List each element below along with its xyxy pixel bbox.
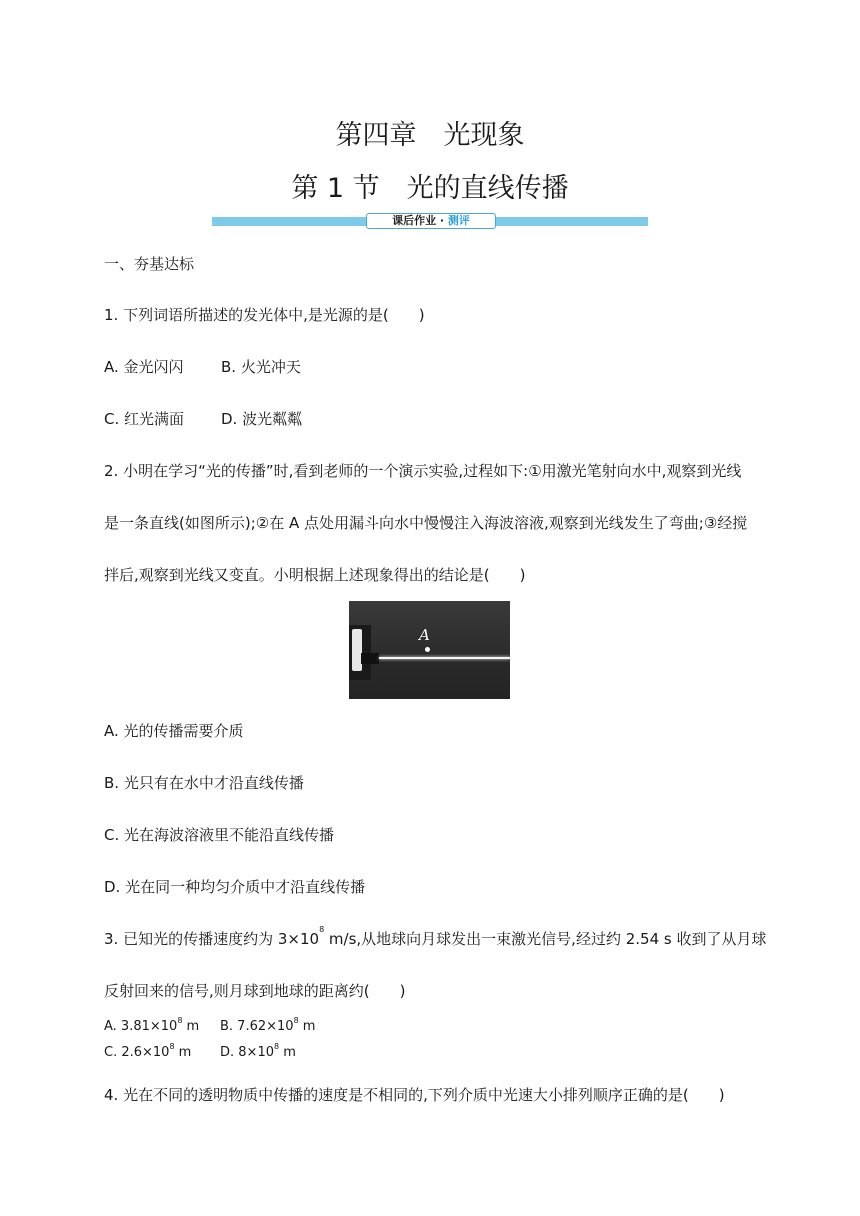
section-heading: 一、夯基达标 — [104, 255, 195, 273]
q3-option-b: B. $7.62\times 10^8$ m — [220, 1016, 316, 1034]
point-a-label: A — [419, 626, 430, 644]
q2-option-d: D. 光在同一种均匀介质中才沿直线传播 — [104, 878, 366, 896]
laser-experiment-photo — [349, 601, 510, 699]
q4-stem: 4. 光在不同的透明物质中传播的速度是不相同的,下列介质中光速大小排列顺序正确的是( ) — [104, 1086, 725, 1104]
section-title: 第 1 节 光的直线传播 — [291, 173, 569, 204]
point-a-marker — [425, 647, 430, 652]
q2-stem-line1: 2. 小明在学习“光的传播”时,看到老师的一个演示实验,过程如下:①用激光笔射向水中,观察到光线 — [104, 462, 742, 480]
q2-option-b: B. 光只有在水中才沿直线传播 — [104, 774, 304, 792]
q3-option-a: A. $3.81\times 10^8$ m — [104, 1016, 200, 1034]
q1-option-b: B. 火光冲天 — [221, 358, 301, 376]
q2-stem-line2: 是一条直线(如图所示);②在 A 点处用漏斗向水中慢慢注入海波溶液,观察到光线发生了弯曲;③经搅 — [104, 514, 748, 532]
q1-option-a: A. 金光闪闪 — [104, 358, 184, 376]
chapter-title: 第四章 光现象 — [335, 120, 525, 151]
laser-pointer — [361, 653, 379, 664]
q1-stem: 1. 下列词语所描述的发光体中,是光源的是( ) — [104, 306, 425, 324]
q3-option-d: D. $8\times 10^8$ m — [220, 1042, 296, 1060]
q2-option-a: A. 光的传播需要介质 — [104, 722, 244, 740]
homework-banner — [212, 214, 648, 229]
q2-stem-line3: 拌后,观察到光线又变直。小明根据上述现象得出的结论是( ) — [104, 566, 526, 584]
q3-option-c: C. $2.6\times 10^8$ m — [104, 1042, 192, 1060]
q1-option-c: C. 红光满面 — [104, 410, 185, 428]
q3-stem-line2: 反射回来的信号,则月球到地球的距离约( ) — [104, 982, 406, 1000]
banner-tag — [366, 213, 496, 229]
q3-stem-line1: 3. 已知光的传播速度约为 $3\times 10^8$ m/s,从地球向月球发出一束激光信号,经过约 2.54 s 收到了从月球 — [104, 925, 767, 948]
banner-label-accent: 测评 — [447, 214, 470, 227]
laser-beam — [379, 657, 510, 659]
banner-label: 课后作业 · — [392, 214, 448, 227]
q1-option-d: D. 波光粼粼 — [221, 410, 303, 428]
holder-clamp — [352, 629, 362, 671]
q2-option-c: C. 光在海波溶液里不能沿直线传播 — [104, 826, 335, 844]
